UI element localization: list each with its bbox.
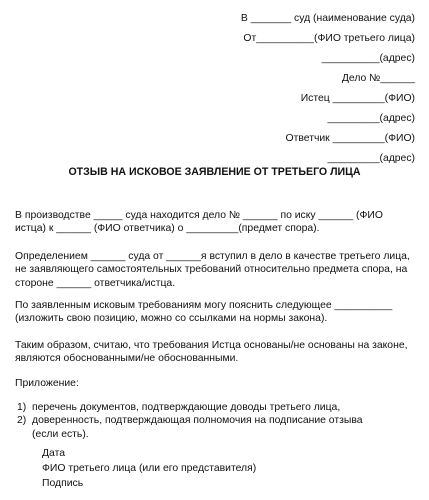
paragraph-joining: Определением ______ суда от ______я вступил в дело в качестве третьего лица, не заявляющего самостоятельных требований относительно предмета спора, на стороне ______ ответчика/истца. [15,251,410,289]
defendant-line: Ответчик _________(ФИО) [285,133,415,144]
case-number-line: Дело №______ [341,73,415,84]
list-item-text: доверенность, подтверждающая полномочия на подписание отзыва (если есть). [32,415,363,440]
plaintiff-line: Истец _________(ФИО) [300,93,415,104]
paragraph-position: По заявленным исковым требованиям могу пояснить следующее __________ (изложить свою позицию, можно со ссылками на нормы закона). [15,300,393,325]
list-item-number: 1) [17,402,27,413]
attachments-list [15,401,370,441]
attachments-label: Приложение: [15,378,79,389]
plaintiff-address-line: _________(адрес) [327,113,415,124]
paragraph-conclusion: Таким образом, считаю, что требования Истца основаны/не основаны на законе, являются обоснованными/не обоснованными. [15,340,408,365]
defendant-address-line: _________(адрес) [327,153,415,164]
list-item-number: 2) [17,415,27,427]
document-title: ОТЗЫВ НА ИСКОВОЕ ЗАЯВЛЕНИЕ ОТ ТРЕТЬЕГО ЛИЦА [68,166,361,178]
signature-sign: Подпись [42,478,84,489]
third-party-address-line: __________(адрес) [321,53,415,64]
list-item [15,401,370,414]
list-item [15,414,370,441]
list-item-text: перечень документов, подтверждающие доводы третьего лица, [32,402,341,413]
signature-name: ФИО третьего лица (или его представителя) [42,463,257,474]
paragraph-case-info: В производстве _____ суда находится дело № ______ по иску ______ (ФИО истца) к ______ (ФИО ответчика) о _________(предмет спора). [15,210,383,235]
court-line: В _______ суд (наименование суда) [240,13,415,24]
signature-date: Дата [42,448,66,459]
third-party-line: От__________(ФИО третьего лица) [243,33,415,44]
